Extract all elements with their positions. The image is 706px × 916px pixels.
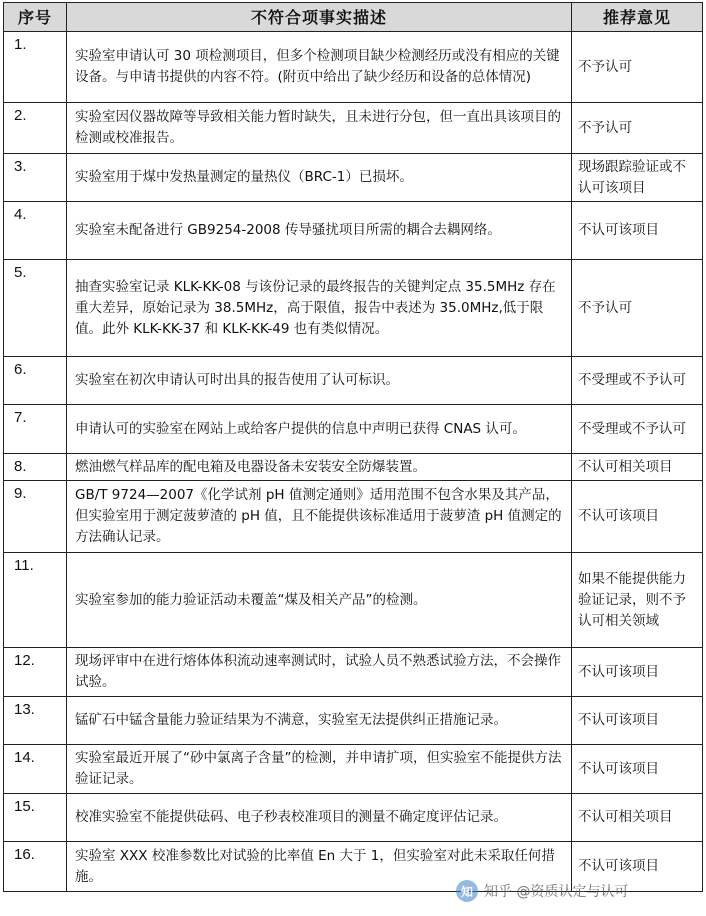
- watermark-text: 知乎 @资质认定与认可: [484, 884, 629, 900]
- header-recommendation: 推荐意见: [572, 3, 703, 32]
- table-row: [4, 405, 703, 454]
- table-row: [4, 745, 703, 794]
- zhihu-logo-icon: 知: [456, 880, 478, 902]
- row-number: 9.: [4, 481, 67, 553]
- row-description: 实验室未配备进行 GB9254-2008 传导骚扰项目所需的耦合去耦网络。: [67, 202, 572, 260]
- row-number: 13.: [4, 697, 67, 745]
- row-recommendation: 不认可该项目: [572, 648, 703, 697]
- row-description: 燃油燃气样品库的配电箱及电器设备未安装安全防爆装置。: [67, 454, 572, 481]
- row-description: 实验室因仪器故障等导致相关能力暂时缺失，且未进行分包，但一直出具该项目的检测或校准报告。: [67, 103, 572, 154]
- row-recommendation: 如果不能提供能力验证记录，则不予认可相关领域: [572, 553, 703, 648]
- row-recommendation: 不认可该项目: [572, 697, 703, 745]
- table-row: [4, 202, 703, 260]
- row-recommendation: 不予认可: [572, 32, 703, 103]
- table-row: [4, 842, 703, 892]
- row-number: 11.: [4, 553, 67, 648]
- row-number: 3.: [4, 154, 67, 202]
- row-description: 申请认可的实验室在网站上或给客户提供的信息中声明已获得 CNAS 认可。: [67, 405, 572, 454]
- row-description: 抽查实验室记录 KLK-KK-08 与该份记录的最终报告的关键判定点 35.5MHz 存在重大差异，原始记录为 38.5MHz，高于限值，报告中表述为 35.0MHz,低于限值。此外 KLK-KK-37 和 KLK-KK-49 也有类似情况。: [67, 260, 572, 357]
- row-description: 校准实验室不能提供砝码、电子秒表校准项目的测量不确定度评估记录。: [67, 794, 572, 842]
- header-no: 序号: [4, 3, 67, 32]
- row-number: 12.: [4, 648, 67, 697]
- row-number: 14.: [4, 745, 67, 794]
- row-description: 锰矿石中锰含量能力验证结果为不满意，实验室无法提供纠正措施记录。: [67, 697, 572, 745]
- table-header-row: [4, 3, 703, 32]
- row-description: 实验室用于煤中发热量测定的量热仪（BRC-1）已损坏。: [67, 154, 572, 202]
- table-row: [4, 32, 703, 103]
- row-recommendation: 不受理或不予认可: [572, 357, 703, 405]
- row-recommendation: 不认可该项目: [572, 842, 703, 892]
- table-row: [4, 357, 703, 405]
- table-row: [4, 697, 703, 745]
- row-recommendation: 不认可相关项目: [572, 794, 703, 842]
- table-row: [4, 454, 703, 481]
- row-recommendation: 不认可该项目: [572, 745, 703, 794]
- nonconformity-table: [3, 2, 703, 892]
- row-number: 15.: [4, 794, 67, 842]
- table-row: [4, 260, 703, 357]
- row-number: 4.: [4, 202, 67, 260]
- row-recommendation: 不认可相关项目: [572, 454, 703, 481]
- row-recommendation: 不受理或不予认可: [572, 405, 703, 454]
- table-row: [4, 553, 703, 648]
- row-description: 实验室申请认可 30 项检测项目，但多个检测项目缺少检测经历或没有相应的关键设备。与申请书提供的内容不符。(附页中给出了缺少经历和设备的总体情况): [67, 32, 572, 103]
- table-row: [4, 103, 703, 154]
- table-row: [4, 481, 703, 553]
- row-number: 7.: [4, 405, 67, 454]
- row-recommendation: 不认可该项目: [572, 481, 703, 553]
- row-recommendation: 不认可该项目: [572, 202, 703, 260]
- row-recommendation: 现场跟踪验证或不认可该项目: [572, 154, 703, 202]
- header-description: 不符合项事实描述: [67, 3, 572, 32]
- row-number: 16.: [4, 842, 67, 892]
- row-number: 8.: [4, 454, 67, 481]
- row-description: 实验室 XXX 校准参数比对试验的比率值 En 大于 1，但实验室对此未采取任何措施。: [67, 842, 572, 892]
- row-number: 2.: [4, 103, 67, 154]
- row-recommendation: 不予认可: [572, 103, 703, 154]
- row-number: 1.: [4, 32, 67, 103]
- row-description: 实验室参加的能力验证活动未覆盖“煤及相关产品”的检测。: [67, 553, 572, 648]
- row-number: 5.: [4, 260, 67, 357]
- table-row: [4, 794, 703, 842]
- row-description: 实验室最近开展了“砂中氯离子含量”的检测，并申请扩项，但实验室不能提供方法验证记录。: [67, 745, 572, 794]
- row-description: 实验室在初次申请认可时出具的报告使用了认可标识。: [67, 357, 572, 405]
- row-description: GB/T 9724—2007《化学试剂 pH 值测定通则》适用范围不包含水果及其产品，但实验室用于测定菠萝渣的 pH 值，且不能提供该标准适用于菠萝渣 pH 值测定的方法确认记录。: [67, 481, 572, 553]
- table-row: [4, 154, 703, 202]
- row-recommendation: 不予认可: [572, 260, 703, 357]
- row-number: 6.: [4, 357, 67, 405]
- row-description: 现场评审中在进行熔体体积流动速率测试时，试验人员不熟悉试验方法，不会操作试验。: [67, 648, 572, 697]
- table-row: [4, 648, 703, 697]
